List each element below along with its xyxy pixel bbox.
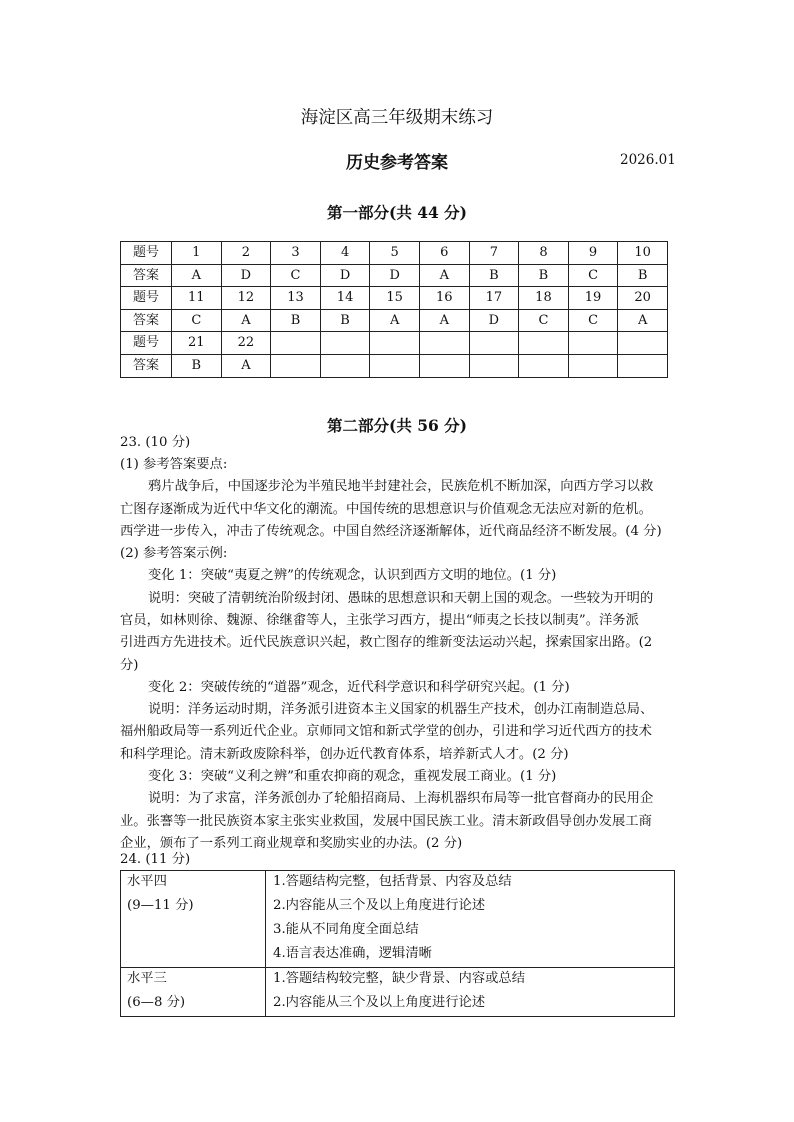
answer-table-row-label: 答案 xyxy=(121,264,172,287)
answer-table-cell xyxy=(618,332,668,355)
answer-table-cell xyxy=(370,354,420,377)
scoring-criterion: 2.内容能从三个及以上角度进行论述 xyxy=(273,995,486,1010)
question-23-line: 分) xyxy=(120,658,139,673)
answer-table-cell: B xyxy=(320,309,370,332)
answer-table-cell: B xyxy=(271,309,321,332)
answer-table-cell: B xyxy=(618,264,668,287)
question-23-line: (1) 参考答案要点: xyxy=(120,457,228,472)
scoring-criterion: 1.答题结构较完整，缺少背景、内容或总结 xyxy=(273,971,526,986)
answer-table-cell: 11 xyxy=(172,287,222,310)
answer-table-row xyxy=(121,354,668,377)
answer-table-cell: C xyxy=(172,309,222,332)
answer-table-cell xyxy=(419,332,469,355)
answer-table-cell: B xyxy=(469,264,519,287)
question-23-line: 西学进一步传入，冲击了传统观念。中国自然经济逐渐解体，近代商品经济不断发展。(4 分) xyxy=(120,524,662,539)
scoring-level-criteria xyxy=(266,871,675,968)
answer-table-cell: A xyxy=(370,309,420,332)
answer-table-cell: 12 xyxy=(221,287,271,310)
answer-table-cell: A xyxy=(419,264,469,287)
question-23-line: 亡图存逐渐成为近代中华文化的潮流。中国传统的思想意识与价值观念无法应对新的危机。 xyxy=(120,502,652,517)
document-subtitle: 历史参考答案 xyxy=(346,153,448,173)
answer-table-cell: C xyxy=(271,264,321,287)
part2-heading: 第二部分(共 56 分) xyxy=(326,416,468,435)
answer-table-cell xyxy=(469,332,519,355)
answer-table-cell: 21 xyxy=(172,332,222,355)
answer-table-row-label: 题号 xyxy=(121,287,172,310)
answer-table-cell: 10 xyxy=(618,242,668,265)
question-23-line: 引进西方先进技术。近代民族意识兴起，救亡图存的维新变法运动兴起，探索国家出路。(2 xyxy=(120,635,653,650)
answer-table-cell xyxy=(568,332,618,355)
answer-table-cell: 17 xyxy=(469,287,519,310)
answer-table-cell: A xyxy=(618,309,668,332)
answer-table-cell: 13 xyxy=(271,287,321,310)
answer-table-row xyxy=(121,242,668,265)
answer-table-cell: 16 xyxy=(419,287,469,310)
question-23-line: 企业，颁布了一系列工商业规章和奖励实业的办法。(2 分) xyxy=(120,836,463,851)
document-date: 2026.01 xyxy=(620,152,676,168)
question-23-line: 23. (10 分) xyxy=(120,435,191,450)
answer-table-cell: 5 xyxy=(370,242,420,265)
answer-table-cell: 18 xyxy=(519,287,569,310)
answer-table-cell: A xyxy=(172,264,222,287)
answer-table-row-label: 题号 xyxy=(121,332,172,355)
answer-table-cell: 4 xyxy=(320,242,370,265)
answer-table-cell: C xyxy=(568,309,618,332)
scoring-level-name: 水平四 xyxy=(127,874,167,889)
answer-table-cell xyxy=(469,354,519,377)
scoring-level-range: (6—8 分) xyxy=(127,995,186,1010)
answer-table-cell: 20 xyxy=(618,287,668,310)
answer-table-cell: D xyxy=(469,309,519,332)
answer-table-cell: A xyxy=(221,309,271,332)
answer-table-row-label: 答案 xyxy=(121,309,172,332)
question-23-line: 鸦片战争后，中国逐步沦为半殖民地半封建社会，民族危机不断加深，向西方学习以救 xyxy=(148,479,654,494)
answer-table-cell: C xyxy=(519,309,569,332)
answer-table-cell xyxy=(568,354,618,377)
answer-table-cell xyxy=(519,354,569,377)
scoring-criterion: 1.答题结构完整，包括背景、内容及总结 xyxy=(273,874,512,889)
scoring-criterion: 4.语言表达准确，逻辑清晰 xyxy=(273,946,432,961)
answer-table-cell: 1 xyxy=(172,242,222,265)
answer-table-cell xyxy=(271,354,321,377)
answer-table-cell: D xyxy=(370,264,420,287)
scoring-level-row xyxy=(121,871,675,968)
part1-heading: 第一部分(共 44 分) xyxy=(326,203,468,222)
answer-table xyxy=(120,241,668,378)
scoring-criterion: 3.能从不同角度全面总结 xyxy=(273,922,419,937)
scoring-level-range: (9—11 分) xyxy=(127,898,194,913)
answer-table-row-label: 题号 xyxy=(121,242,172,265)
answer-table-row xyxy=(121,287,668,310)
question-23-line: 变化 2：突破传统的“道器”观念，近代科学意识和科学研究兴起。(1 分) xyxy=(148,680,570,695)
document-title: 海淀区高三年级期末练习 xyxy=(300,108,494,128)
scoring-level-row xyxy=(121,968,675,1017)
answer-table-cell xyxy=(320,354,370,377)
answer-table-cell: D xyxy=(320,264,370,287)
scoring-level-name: 水平三 xyxy=(127,971,167,986)
question-23-line: 说明：洋务运动时期，洋务派引进资本主义国家的机器生产技术，创办江南制造总局、 xyxy=(148,702,654,717)
answer-table-cell xyxy=(618,354,668,377)
answer-table-cell: 6 xyxy=(419,242,469,265)
answer-table-cell: B xyxy=(519,264,569,287)
answer-table-cell: 8 xyxy=(519,242,569,265)
question-23-line: 变化 1：突破“夷夏之辨”的传统观念，认识到西方文明的地位。(1 分) xyxy=(148,568,557,583)
answer-table-cell: 15 xyxy=(370,287,420,310)
scoring-level-criteria xyxy=(266,968,675,1017)
question-23-line: 业。张謇等一批民族资本家主张实业救国，发展中国民族工业。清末新政倡导创办发展工商 xyxy=(120,814,652,829)
answer-table-cell xyxy=(519,332,569,355)
scoring-criterion: 2.内容能从三个及以上角度进行论述 xyxy=(273,898,486,913)
answer-table-cell: 22 xyxy=(221,332,271,355)
question-23-line: 变化 3：突破“义利之辨”和重农抑商的观念，重视发展工商业。(1 分) xyxy=(148,769,557,784)
answer-table-cell: A xyxy=(221,354,271,377)
answer-table-cell: 9 xyxy=(568,242,618,265)
answer-table-cell: 7 xyxy=(469,242,519,265)
question-23-line: 福州船政局等一系列近代企业。京师同文馆和新式学堂的创办，引进和学习近代西方的技术 xyxy=(120,724,652,739)
answer-table-cell: B xyxy=(172,354,222,377)
scoring-levels-table xyxy=(120,870,675,1017)
answer-table-row xyxy=(121,332,668,355)
answer-table-cell xyxy=(320,332,370,355)
answer-table-cell: 19 xyxy=(568,287,618,310)
answer-table-cell: 3 xyxy=(271,242,321,265)
answer-table-row xyxy=(121,309,668,332)
answer-table-cell xyxy=(370,332,420,355)
answer-table-row-label: 答案 xyxy=(121,354,172,377)
scoring-level-label xyxy=(121,871,266,968)
question-23-line: 说明：为了求富，洋务派创办了轮船招商局、上海机器织布局等一批官督商办的民用企 xyxy=(148,791,654,806)
answer-table-row xyxy=(121,264,668,287)
answer-table-cell: A xyxy=(419,309,469,332)
question-23-line: (2) 参考答案示例: xyxy=(120,546,228,561)
question-23-line: 说明：突破了清朝统治阶级封闭、愚昧的思想意识和天朝上国的观念。一些较为开明的 xyxy=(148,591,654,606)
scoring-level-label xyxy=(121,968,266,1017)
answer-table-cell: 14 xyxy=(320,287,370,310)
answer-table-cell xyxy=(271,332,321,355)
answer-table-cell: D xyxy=(221,264,271,287)
question-23-line: 官员，如林则徐、魏源、徐继畬等人，主张学习西方，提出“师夷之长技以制夷”。洋务派 xyxy=(120,613,639,628)
answer-table-cell xyxy=(419,354,469,377)
answer-table-cell: C xyxy=(568,264,618,287)
answer-table-cell: 2 xyxy=(221,242,271,265)
question-23-line: 和科学理论。清末新政废除科举，创办近代教育体系，培养新式人才。(2 分) xyxy=(120,747,569,762)
question-24-heading: 24. (11 分) xyxy=(120,852,191,867)
